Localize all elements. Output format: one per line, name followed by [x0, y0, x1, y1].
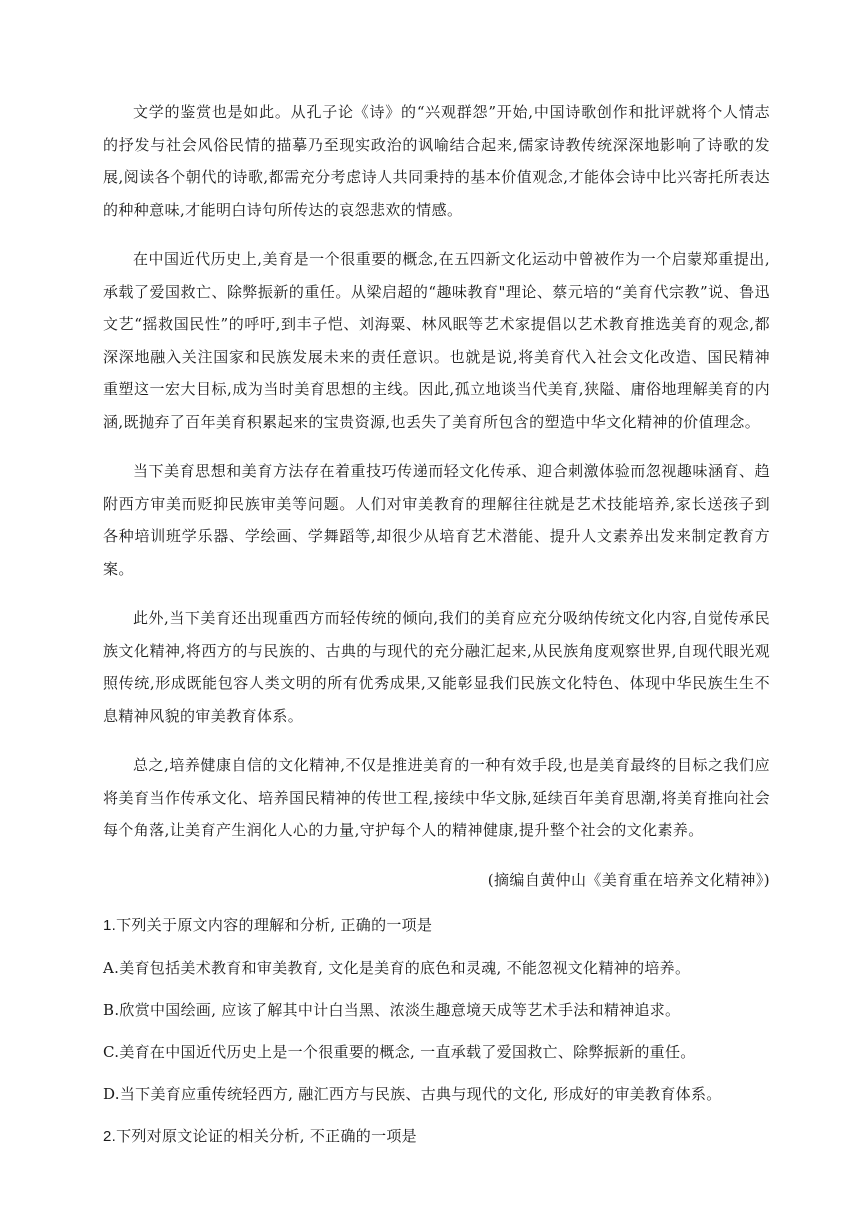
question-2-number: 2. [103, 1127, 117, 1145]
option-c [103, 1040, 770, 1064]
question-1-stem: 下列关于原文内容的理解和分析, 正确的一项是 [116, 915, 433, 934]
option-c-letter: C. [103, 1042, 120, 1061]
question-2-stem: 下列对原文论证的相关分析, 不正确的一项是 [116, 1126, 417, 1145]
paragraph-5: 总之,培养健康自信的文化精神,不仅是推进美育的一种有效手段,也是美育最终的目标之我们应将美育当作传承文化、培养国民精神的传世工程,接续中华文脉,延续百年美育思潮,将美育推向社会每个角落,让美育产生润化人心的力量,守护每个人的精神健康,提升整个社会的文化素养。 [103, 756, 770, 839]
paragraph-4: 此外,当下美育还出现重西方而轻传统的倾向,我们的美育应充分吸纳传统文化内容,自觉传承民族文化精神,将西方的与民族的、古典的与现代的充分融汇起来,从民族角度观察世界,自现代眼光观照传统,形成既能包容人类文明的所有优秀成果,又能彰显我们民族文化特色、体现中华民族生生不息精神风貌的审美教育体系。 [103, 609, 770, 725]
source-citation: (摘编自黄仲山《美育重在培养文化精神》) [487, 870, 770, 889]
option-b-text: 欣赏中国绘画, 应该了解其中计白当黑、浓淡生趣意境天成等艺术手法和精神追求。 [119, 1000, 681, 1019]
option-b-letter: B. [103, 1000, 120, 1019]
paragraph-3: 当下美育思想和美育方法存在着重技巧传递而轻文化传承、迎合刺激体验而忽视趣味涵育、趋附西方审美而贬抑民族审美等问题。人们对审美教育的理解往往就是艺术技能培养,家长送孩子到各种培训班学乐器、学绘画、学舞蹈等,却很少从培育艺术潜能、提升人文素养出发来制定教育方案。 [103, 462, 770, 578]
question-1 [103, 913, 770, 938]
option-d-text: 当下美育应重传统轻西方, 融汇西方与民族、古典与现代的文化, 形成好的审美教育体系。 [119, 1084, 722, 1103]
option-a-text: 美育包括美术教育和审美教育, 文化是美育的底色和灵魂, 不能忽视文化精神的培养。 [119, 958, 691, 977]
option-d-letter: D. [103, 1084, 120, 1103]
question-2 [103, 1124, 770, 1149]
option-d [103, 1082, 770, 1106]
option-a [103, 956, 770, 980]
paragraph-2: 在中国近代历史上,美育是一个很重要的概念,在五四新文化运动中曾被作为一个启蒙郑重提出,承载了爱国救亡、除弊振新的重任。从梁启超的“趣味教育"理论、蔡元培的“美育代宗教”说、鲁迅文艺“摇救国民性”的呼吁,到丰子恺、刘海粟、林风眠等艺术家提倡以艺术教育推选美育的观念,都深深地融入关注国家和民族发展未来的责任意识。也就是说,将美育代入社会文化改造、国民精神重塑这一宏大目标,成为当时美育思想的主线。因此,孤立地谈当代美育,狭隘、庸俗地理解美育的内涵,既抛弃了百年美育积累起来的宝贵资源,也丢失了美育所包含的塑造中华文化精神的价值理念。 [103, 250, 770, 431]
option-b [103, 998, 770, 1022]
question-1-number: 1. [103, 916, 117, 934]
paragraph-1: 文学的鉴赏也是如此。从孔子论《诗》的“兴观群怨”开始,中国诗歌创作和批评就将个人情志的抒发与社会风俗民情的描摹乃至现实政治的讽喻结合起来,儒家诗教传统深深地影响了诗歌的发展,阅读各个朝代的诗歌,都需充分考虑诗人共同秉持的基本价值观念,才能体会诗中比兴寄托所表达的种种意味,才能明白诗句所传达的哀怨悲欢的情感。 [103, 103, 770, 219]
option-a-letter: A. [103, 958, 120, 977]
option-c-text: 美育在中国近代历史上是一个很重要的概念, 一直承载了爱国救亡、除弊振新的重任。 [119, 1042, 696, 1061]
